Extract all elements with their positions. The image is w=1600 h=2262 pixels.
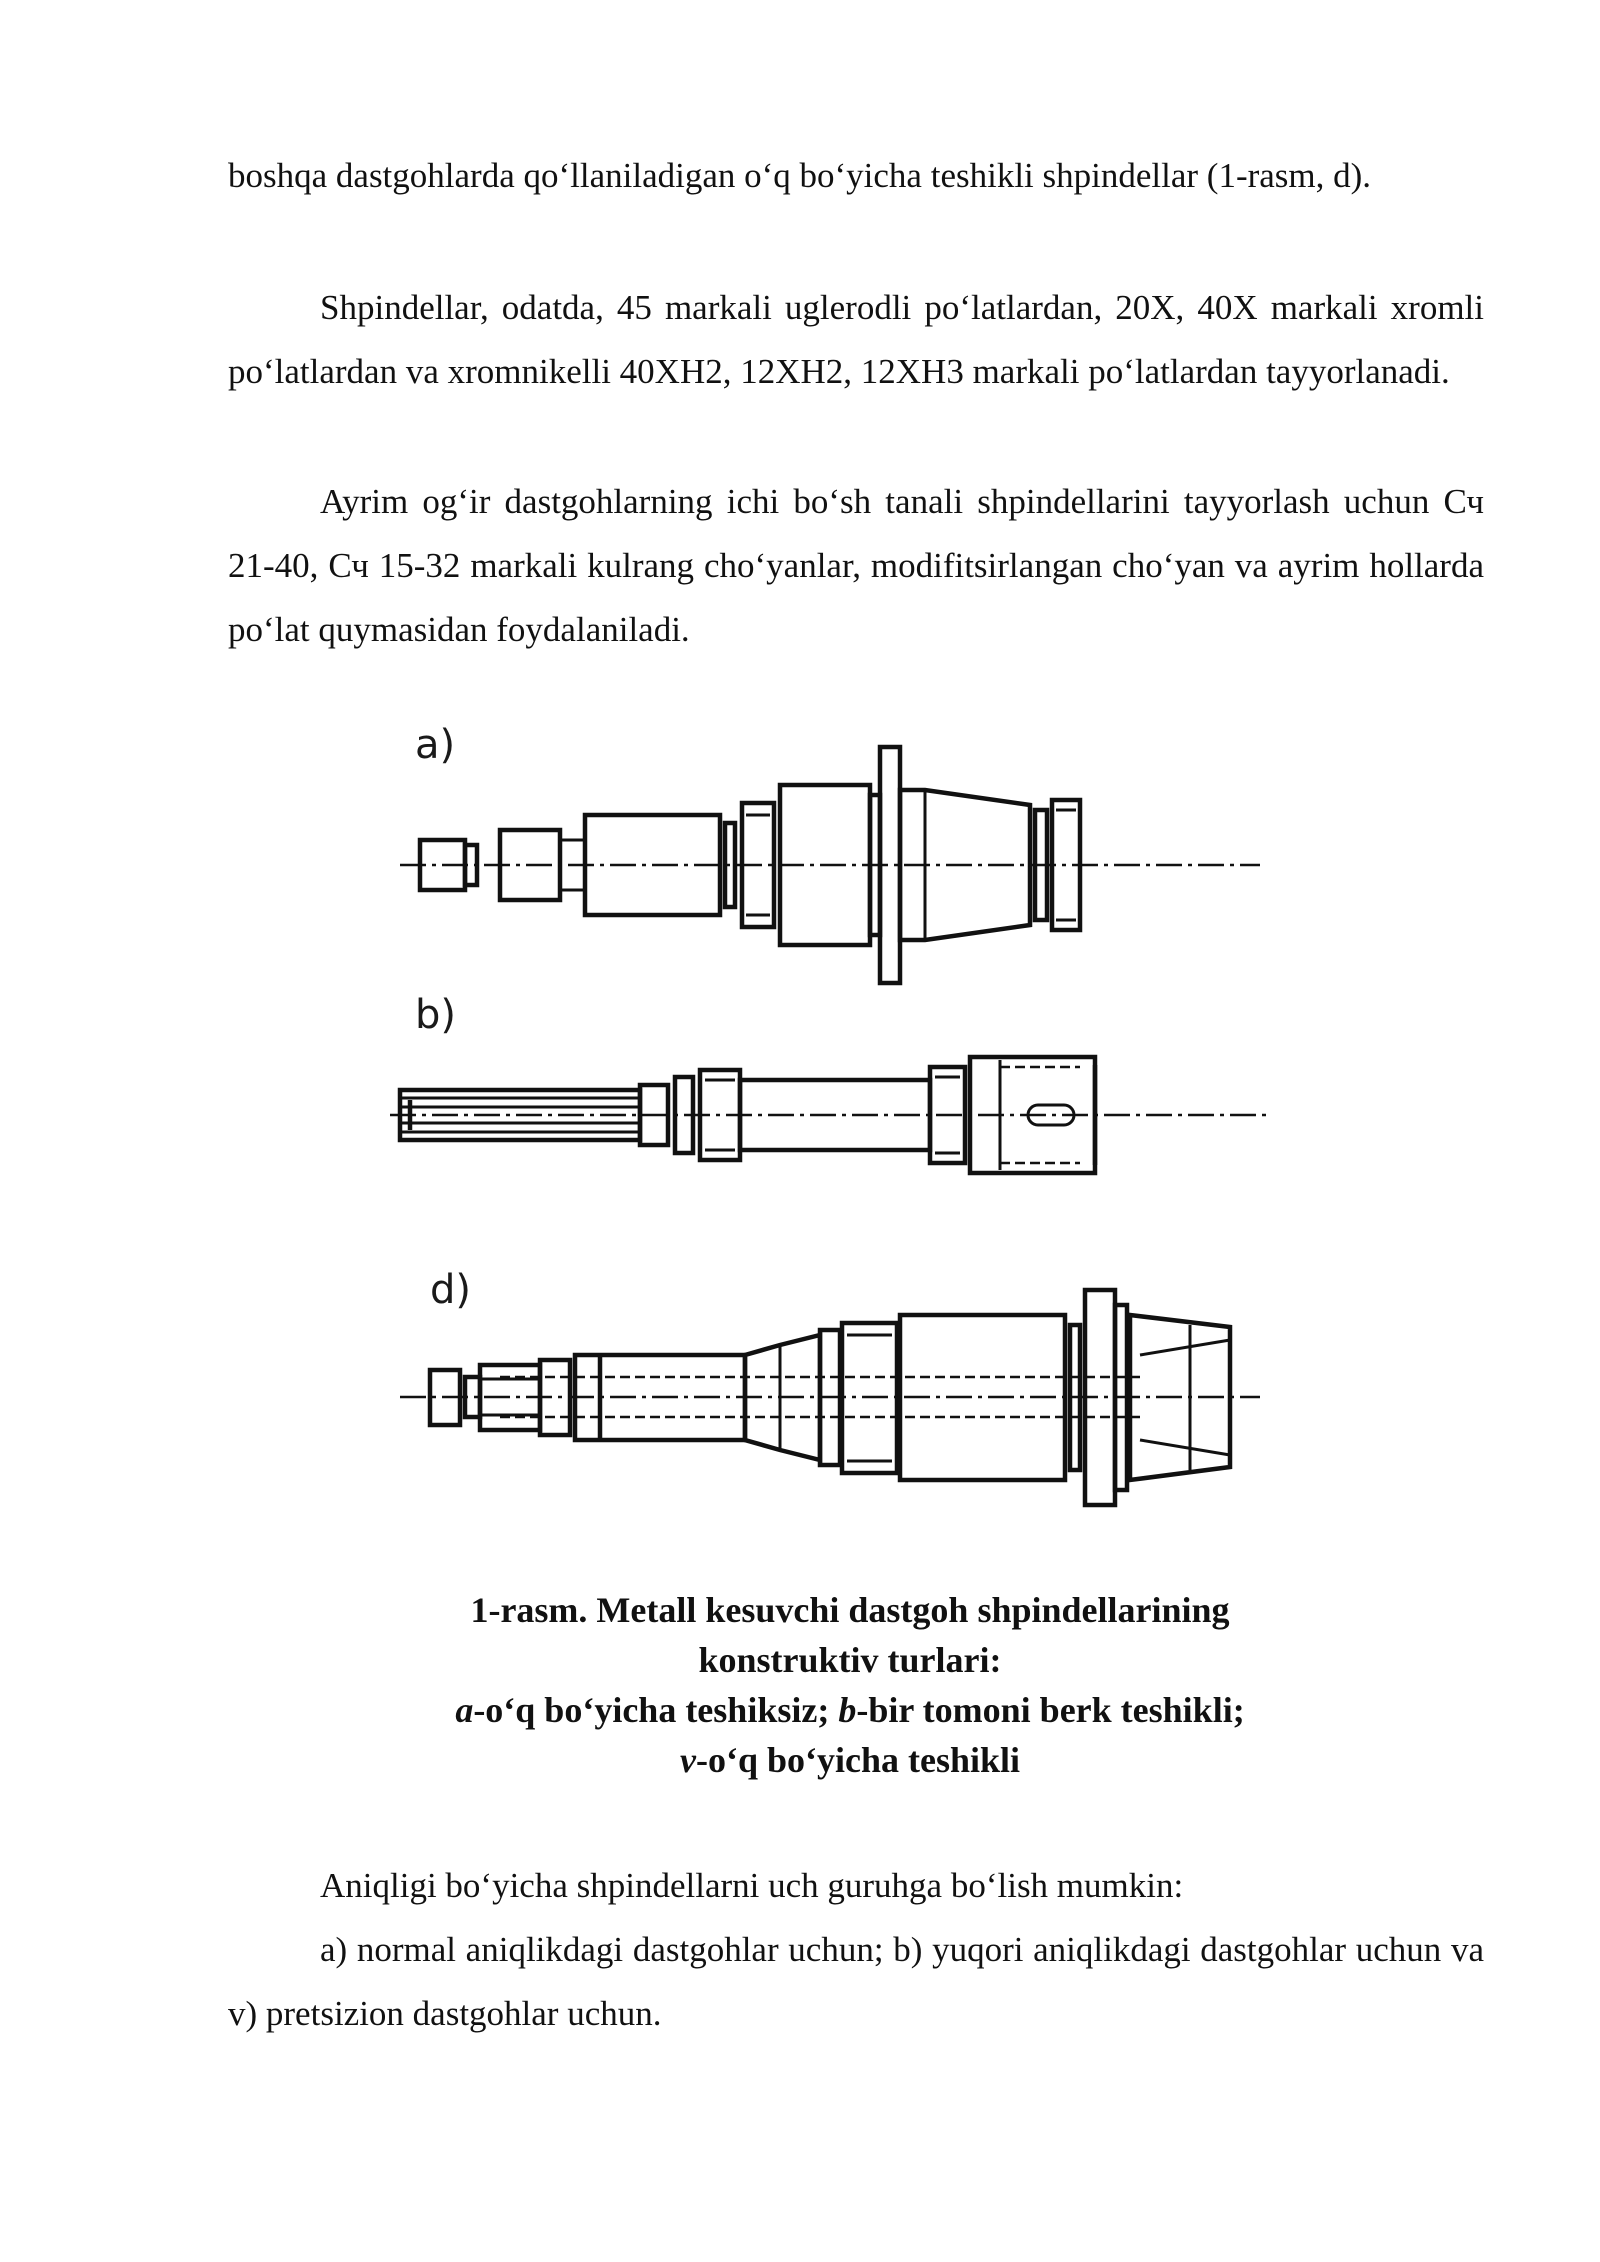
caption-letter-a: a	[455, 1690, 474, 1730]
figure-label-d: d)	[430, 1267, 471, 1313]
spindle-b-drawing	[390, 1057, 1270, 1173]
caption-line-2: konstruktiv turlari:	[698, 1640, 1002, 1680]
spindle-figure	[380, 715, 1280, 1535]
caption-letter-v: v	[679, 1740, 696, 1780]
caption-text-a: -o‘q bo‘yicha teshiksiz;	[473, 1690, 839, 1730]
figure-label-b: b)	[415, 992, 456, 1038]
spindle-drawings	[380, 715, 1280, 1535]
figure-caption	[300, 1585, 1400, 1785]
caption-line-4	[300, 1735, 1400, 1785]
caption-line-1: 1-rasm. Metall kesuvchi dastgoh shpindellarining	[470, 1590, 1230, 1630]
caption-text-v: -o‘q bo‘yicha teshikli	[695, 1740, 1021, 1780]
caption-line-3	[300, 1685, 1400, 1735]
figure-label-a: a)	[415, 722, 456, 768]
paragraph-2: Shpindellar, odatda, 45 markali uglerodli po‘latlardan, 20X, 40X markali xromli po‘latlardan va xromnikelli 40XH2, 12XH2, 12XH3 markali po‘latlardan tayyorlanadi.	[228, 288, 1484, 391]
spindle-a-drawing	[400, 747, 1260, 983]
paragraph-4: Aniqligi bo‘yicha shpindellarni uch guruhga bo‘lish mumkin:	[320, 1866, 1184, 1905]
caption-letter-b: b	[838, 1690, 857, 1730]
spindle-d-drawing	[400, 1290, 1260, 1505]
paragraph-1: boshqa dastgohlarda qo‘llaniladigan o‘q bo‘yicha teshikli shpindellar (1-rasm, d).	[228, 156, 1372, 195]
paragraph-3: Ayrim og‘ir dastgohlarning ichi bo‘sh tanali shpindellarini tayyorlash uchun Сч 21-40, Сч 15-32 markali kulrang cho‘yanlar, modifitsirlangan cho‘yan va ayrim hollarda po‘lat quymasidan foydalaniladi.	[228, 482, 1484, 649]
caption-text-b: -bir tomoni berk teshikli;	[856, 1690, 1245, 1730]
paragraph-5: a) normal aniqlikdagi dastgohlar uchun; b) yuqori aniqlikdagi dastgohlar uchun va v) pretsizion dastgohlar uchun.	[228, 1930, 1484, 2033]
